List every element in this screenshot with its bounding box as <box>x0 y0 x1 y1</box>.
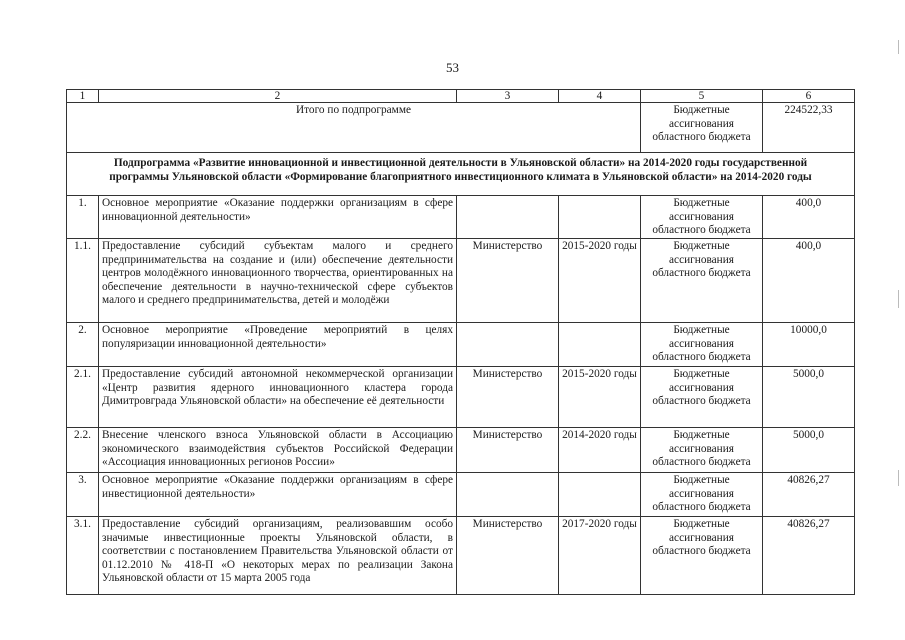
row-description: Внесение членского взноса Ульяновской области в Ассоциацию экономического взаимодействия субъектов Российской Федерации «Ассоциация инновационных регионов России» <box>99 428 457 473</box>
column-header: 5 <box>641 90 763 103</box>
row-period: 2017-2020 годы <box>559 517 641 595</box>
table-row <box>67 323 855 367</box>
row-source: Бюджетные ассигнования областного бюджета <box>641 428 763 473</box>
row-period <box>559 323 641 367</box>
row-description: Предоставление субсидий автономной некоммерческой организации «Центр развития ядерного инновационного кластера города Димитровграда Ульяновской области» на обеспечение её деятельности <box>99 367 457 428</box>
row-number: 2. <box>67 323 99 367</box>
column-header-row <box>67 90 855 103</box>
row-amount: 5000,0 <box>763 428 855 473</box>
row-source: Бюджетные ассигнования областного бюджета <box>641 517 763 595</box>
subprogram-title-row <box>67 153 855 196</box>
total-row <box>67 103 855 153</box>
column-header: 3 <box>457 90 559 103</box>
total-label: Итого по подпрограмме <box>67 103 641 153</box>
table-row <box>67 473 855 517</box>
row-period: 2014-2020 годы <box>559 428 641 473</box>
total-amount: 224522,33 <box>763 103 855 153</box>
row-amount: 400,0 <box>763 196 855 239</box>
row-description: Предоставление субсидий субъектам малого и среднего предпринимательства на создание и (или) обеспечение деятельности центров молодёжного инновационного творчества, ориентированных на обеспечение деятельности в научно-технической сфере субъектов малого и среднего предпринимательства, детей и молодёжи <box>99 239 457 323</box>
row-executor: Министерство <box>457 428 559 473</box>
table-row <box>67 367 855 428</box>
scan-edge-mark <box>898 40 899 54</box>
row-period: 2015-2020 годы <box>559 367 641 428</box>
row-executor <box>457 473 559 517</box>
row-number: 2.1. <box>67 367 99 428</box>
row-source: Бюджетные ассигнования областного бюджета <box>641 323 763 367</box>
row-description: Предоставление субсидий организациям, реализовавшим особо значимые инвестиционные проекты Ульяновской области, в соответствии с постановлением Правительства Ульяновской области от 01.12.2010 № 418-П «О некоторых мерах по реализации Закона Ульяновской области от 15 марта 2005 года <box>99 517 457 595</box>
row-amount: 40826,27 <box>763 473 855 517</box>
total-source: Бюджетные ассигнования областного бюджета <box>641 103 763 153</box>
row-description: Основное мероприятие «Оказание поддержки организациям в сфере инновационной деятельности» <box>99 196 457 239</box>
column-header: 6 <box>763 90 855 103</box>
row-number: 3.1. <box>67 517 99 595</box>
row-amount: 5000,0 <box>763 367 855 428</box>
row-description: Основное мероприятие «Проведение мероприятий в целях популяризации инновационной деятельности» <box>99 323 457 367</box>
row-amount: 10000,0 <box>763 323 855 367</box>
row-source: Бюджетные ассигнования областного бюджета <box>641 473 763 517</box>
row-source: Бюджетные ассигнования областного бюджета <box>641 196 763 239</box>
table-row <box>67 196 855 239</box>
row-period: 2015-2020 годы <box>559 239 641 323</box>
column-header: 4 <box>559 90 641 103</box>
row-executor: Министерство <box>457 367 559 428</box>
column-header: 2 <box>99 90 457 103</box>
scan-edge-mark <box>898 470 899 486</box>
column-header: 1 <box>67 90 99 103</box>
row-amount: 400,0 <box>763 239 855 323</box>
row-number: 1.1. <box>67 239 99 323</box>
row-amount: 40826,27 <box>763 517 855 595</box>
row-executor: Министерство <box>457 239 559 323</box>
scan-edge-mark <box>898 290 899 308</box>
row-description: Основное мероприятие «Оказание поддержки организациям в сфере инвестиционной деятельности» <box>99 473 457 517</box>
row-number: 1. <box>67 196 99 239</box>
row-number: 3. <box>67 473 99 517</box>
row-executor: Министерство <box>457 517 559 595</box>
page-number: 53 <box>446 60 459 75</box>
row-executor <box>457 196 559 239</box>
row-source: Бюджетные ассигнования областного бюджета <box>641 239 763 323</box>
subprogram-title: Подпрограмма «Развитие инновационной и инвестиционной деятельности в Ульяновской области» на 2014-2020 годы государственной программы Ульяновской области «Формирование благоприятного инвестиционного климата в Ульяновской области» на 2014-2020 годы <box>67 153 855 196</box>
row-number: 2.2. <box>67 428 99 473</box>
row-period <box>559 473 641 517</box>
row-period <box>559 196 641 239</box>
row-source: Бюджетные ассигнования областного бюджета <box>641 367 763 428</box>
table-row <box>67 517 855 595</box>
table-row <box>67 239 855 323</box>
table-row <box>67 428 855 473</box>
row-executor <box>457 323 559 367</box>
budget-table <box>66 89 855 595</box>
